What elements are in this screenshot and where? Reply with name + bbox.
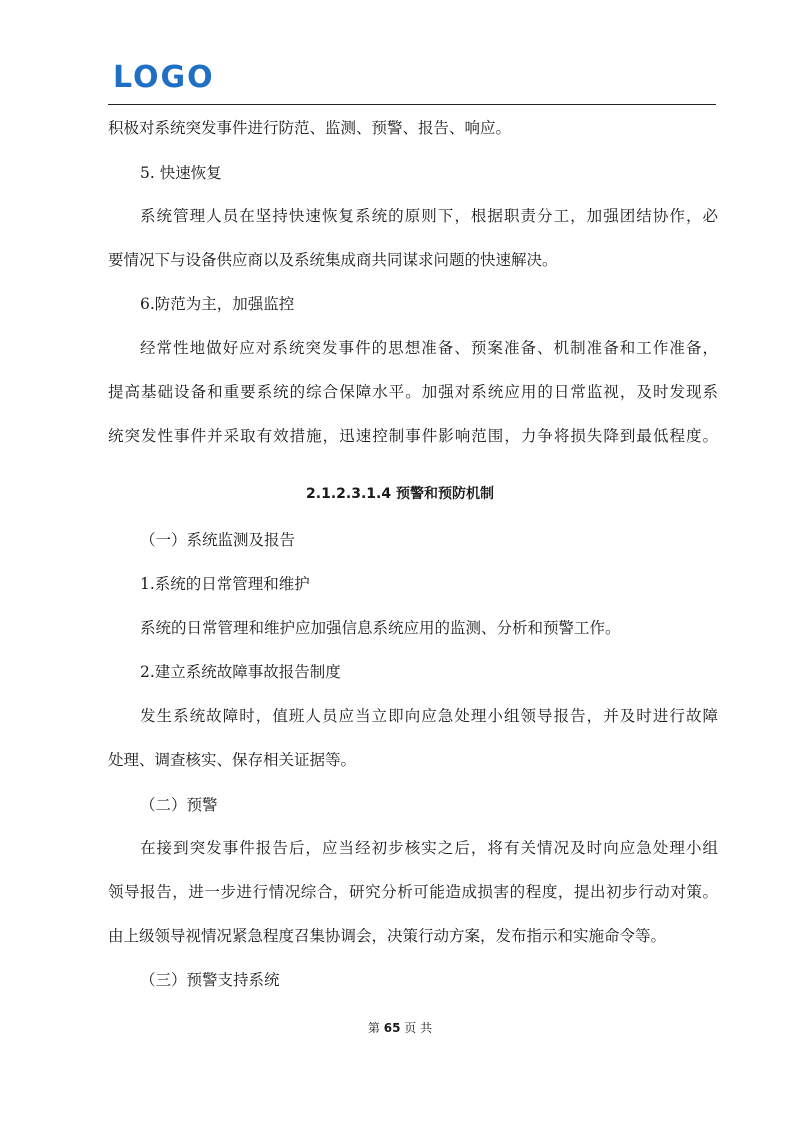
body-line-17: 领导报告，进一步进行情况综合，研究分析可能造成损害的程度，提出初步行动对策。 xyxy=(108,883,718,901)
body-line-16: 在接到突发事件报告后，应当经初步核实之后，将有关情况及时向应急处理小组 xyxy=(140,839,718,857)
body-line-1: 积极对系统突发事件进行防范、监测、预警、报告、响应。 xyxy=(108,119,512,137)
subsection-monitoring: （一）系统监测及报告 xyxy=(140,531,296,549)
body-line-14: 处理、调查核实、保存相关证据等。 xyxy=(108,751,357,769)
body-line-18: 由上级领导视情况紧急程度召集协调会，决策行动方案，发布指示和实施命令等。 xyxy=(108,927,667,945)
footer-prefix: 第 xyxy=(367,1021,380,1035)
footer-mid: 页 xyxy=(404,1021,417,1035)
body-line-13: 发生系统故障时，值班人员应当立即向应急处理小组领导报告，并及时进行故障 xyxy=(140,707,718,725)
body-line-11: 系统的日常管理和维护应加强信息系统应用的监测、分析和预警工作。 xyxy=(140,619,621,637)
item-daily-maintenance: 1.系统的日常管理和维护 xyxy=(140,575,310,593)
section-heading: 2.1.2.3.1.4 预警和预防机制 xyxy=(306,486,494,502)
logo: LOGO xyxy=(113,60,215,95)
body-line-7: 提高基础设备和重要系统的综合保障水平。加强对系统应用的日常监视，及时发现系 xyxy=(108,383,718,401)
section-title-prevention: 6.防范为主，加强监控 xyxy=(140,295,295,313)
subsection-warning: （二）预警 xyxy=(140,796,218,814)
body-line-6: 经常性地做好应对系统突发事件的思想准备、预案准备、机制准备和工作准备， xyxy=(140,339,718,357)
section-title-fast-recovery: 5. 快速恢复 xyxy=(140,164,222,182)
subsection-warning-support: （三）预警支持系统 xyxy=(140,971,280,989)
page-number: 65 xyxy=(383,1021,401,1035)
body-line-8: 统突发性事件并采取有效措施，迅速控制事件影响范围，力争将损失降到最低程度。 xyxy=(108,427,718,445)
item-fault-reporting: 2.建立系统故障事故报告制度 xyxy=(140,663,341,681)
page-footer xyxy=(0,1020,800,1036)
body-line-3: 系统管理人员在坚持快速恢复系统的原则下，根据职责分工，加强团结协作，必 xyxy=(140,207,718,225)
header-divider xyxy=(108,104,716,105)
body-line-4: 要情况下与设备供应商以及系统集成商共同谋求问题的快速解决。 xyxy=(108,251,558,269)
footer-suffix: 共 xyxy=(420,1021,433,1035)
